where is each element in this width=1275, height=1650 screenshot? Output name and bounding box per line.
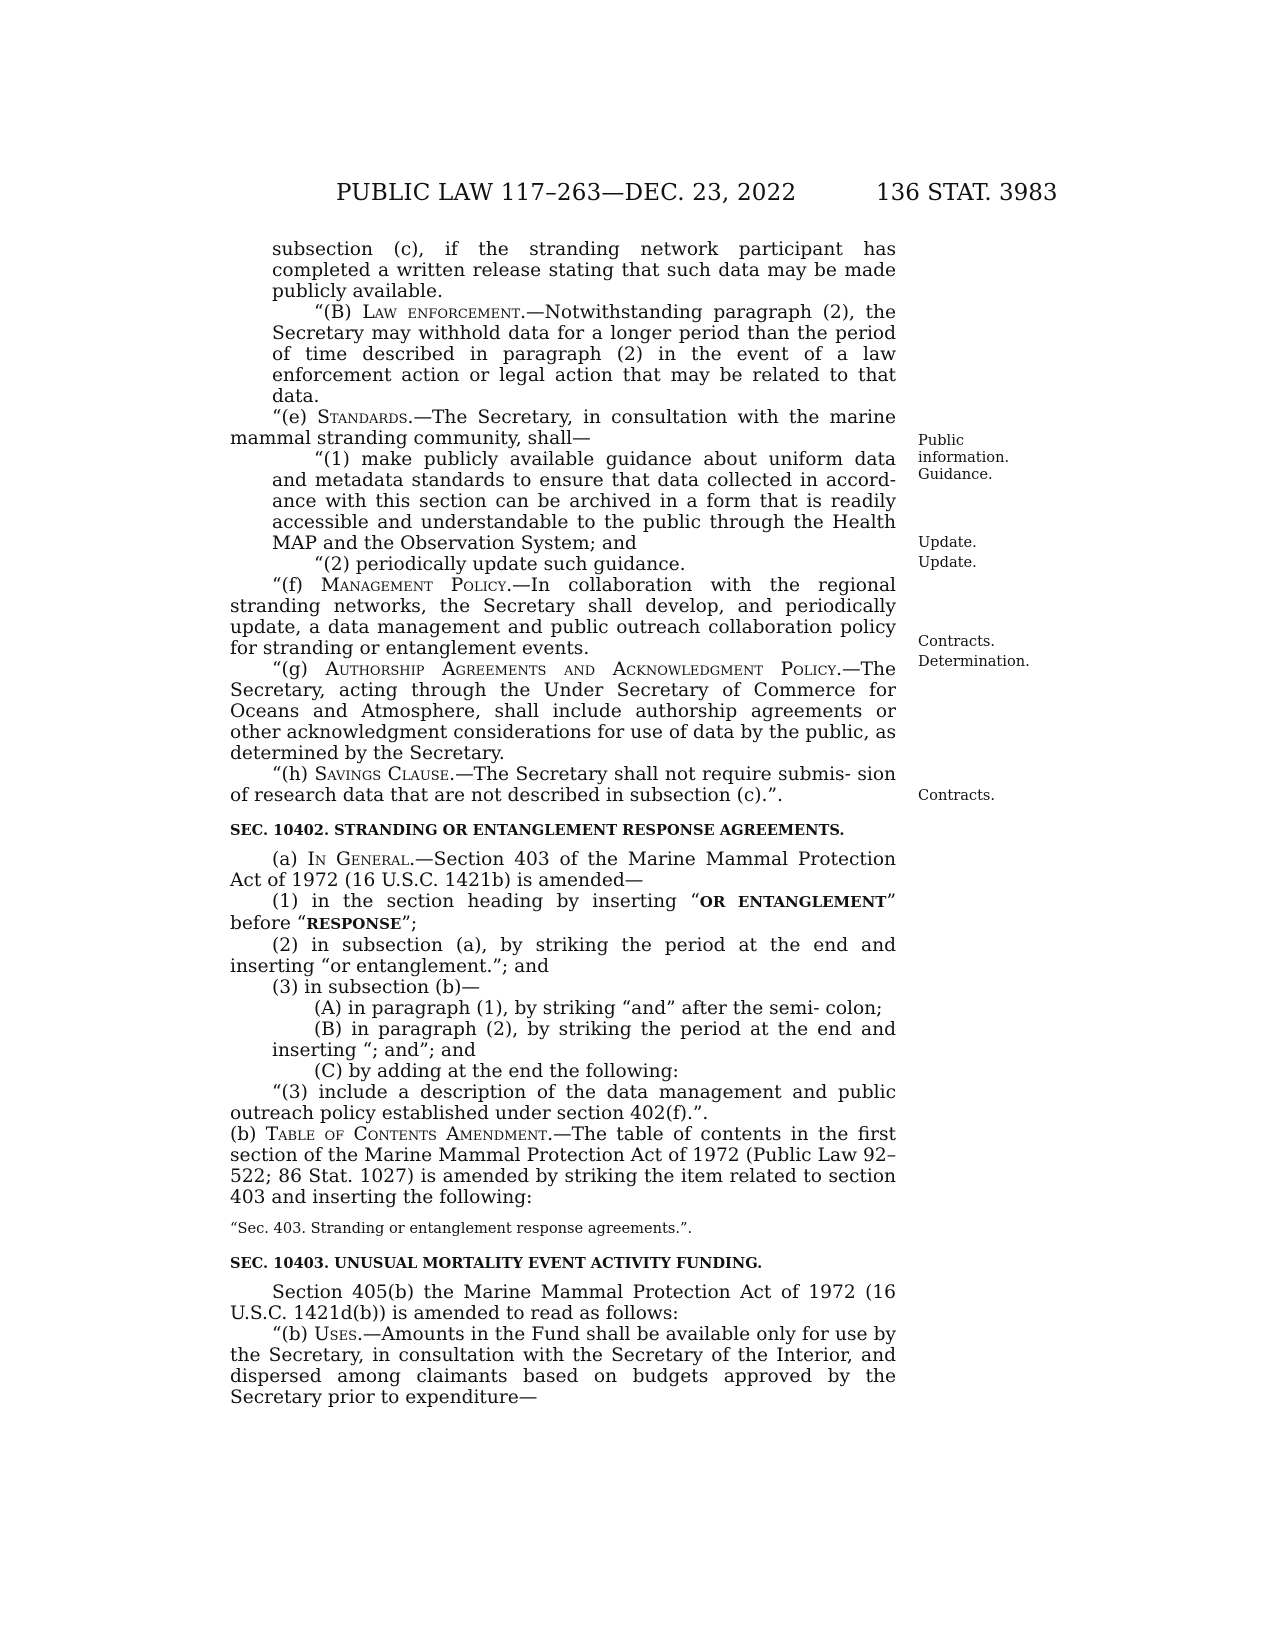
paragraph-a1: (1) in the section heading by inserting “OR ENTANGLEMENT” before “RESPONSE”; xyxy=(230,891,896,934)
page-number: 136 STAT. 3983 xyxy=(876,180,1058,206)
paragraph-a2: (2) in subsection (a), by striking the period at the end and inserting “or entanglement.”; and xyxy=(230,935,896,977)
margin-note-update-2: Update. xyxy=(918,554,977,571)
inserted-paragraph-3: “(3) include a description of the data management and public outreach policy established under section 402(f).”. xyxy=(230,1082,896,1124)
subsection-g-authorship: “(g) Authorship Agreements and Acknowledgment Policy.—The Secretary, acting through the Under Secretary of Commerce for Oceans and Atmosphere, shall include authorship agreements or other acknowledgment considerations for use of data by the public, as determined by the Secretary. xyxy=(230,659,896,764)
paragraph-e1: “(1) make publicly available guidance about uniform data and metadata standards to ensure that data collected in accord- ance with this section can be archived in a form that is readily accessible and understandable to the public through the Health MAP and the Observation System; and xyxy=(272,449,896,554)
paragraph-a3: (3) in subsection (b)— xyxy=(272,977,480,998)
paragraph-continuation: subsection (c), if the stranding network participant has completed a written release stating that such data may be made publicly available. xyxy=(272,239,896,302)
subsection-e-standards: “(e) Standards.—The Secretary, in consultation with the marine mammal stranding community, shall— xyxy=(230,407,896,449)
section-heading-10402: SEC. 10402. STRANDING OR ENTANGLEMENT RESPONSE AGREEMENTS. xyxy=(230,822,845,839)
margin-note-public-information: Public information. Guidance. xyxy=(918,432,1010,483)
paragraph-e2: “(2) periodically update such guidance. xyxy=(314,554,686,575)
section-heading-10403: SEC. 10403. UNUSUAL MORTALITY EVENT ACTIVITY FUNDING. xyxy=(230,1255,763,1272)
subparagraph-A: (A) in paragraph (1), by striking “and” after the semi- colon; xyxy=(314,998,883,1019)
subparagraph-C: (C) by adding at the end the following: xyxy=(314,1061,679,1082)
running-header-title: PUBLIC LAW 117–263—DEC. 23, 2022 xyxy=(336,180,797,206)
subsection-f-management-policy: “(f) Management Policy.—In collaboration with the regional stranding networks, the Secretary shall develop, and periodically update, a data management and public outreach collaboration policy for stranding or entanglement events. xyxy=(230,575,896,659)
subsection-a-in-general: (a) In General.—Section 403 of the Marine Mammal Protection Act of 1972 (16 U.S.C. 1421b) is amended— xyxy=(230,849,896,891)
toc-entry: “Sec. 403. Stranding or entanglement response agreements.”. xyxy=(230,1220,693,1237)
statute-body xyxy=(230,239,896,1408)
margin-note-contracts-2: Contracts. xyxy=(918,787,996,804)
paragraph-law-enforcement: “(B) Law enforcement.—Notwithstanding paragraph (2), the Secretary may withhold data for a longer period than the period of time described in paragraph (2) in the event of a law enforcement action or legal action that may be related to that data. xyxy=(272,302,896,407)
margin-note-determination: Determination. xyxy=(918,653,1030,670)
section-405-intro: Section 405(b) the Marine Mammal Protection Act of 1972 (16 U.S.C. 1421d(b)) is amended to read as follows: xyxy=(230,1282,896,1324)
subsection-b-toc-amendment: (b) Table of Contents Amendment.—The table of contents in the first section of the Marine Mammal Protection Act of 1972 (Public Law 92–522; 86 Stat. 1027) is amended by striking the item related to section 403 and inserting the following: xyxy=(230,1124,897,1208)
subsection-b-uses: “(b) Uses.—Amounts in the Fund shall be available only for use by the Secretary, in consultation with the Secretary of the Interior, and dispersed among claimants based on budgets approved by the Secretary prior to expenditure— xyxy=(230,1324,896,1408)
margin-note-update-1: Update. xyxy=(918,534,977,551)
subparagraph-B: (B) in paragraph (2), by striking the period at the end and inserting “; and”; and xyxy=(272,1019,896,1061)
subsection-h-savings-clause: “(h) Savings Clause.—The Secretary shall not require submis- sion of research data that are not described in subsection (c).”. xyxy=(230,764,896,806)
margin-note-contracts: Contracts. xyxy=(918,633,996,650)
